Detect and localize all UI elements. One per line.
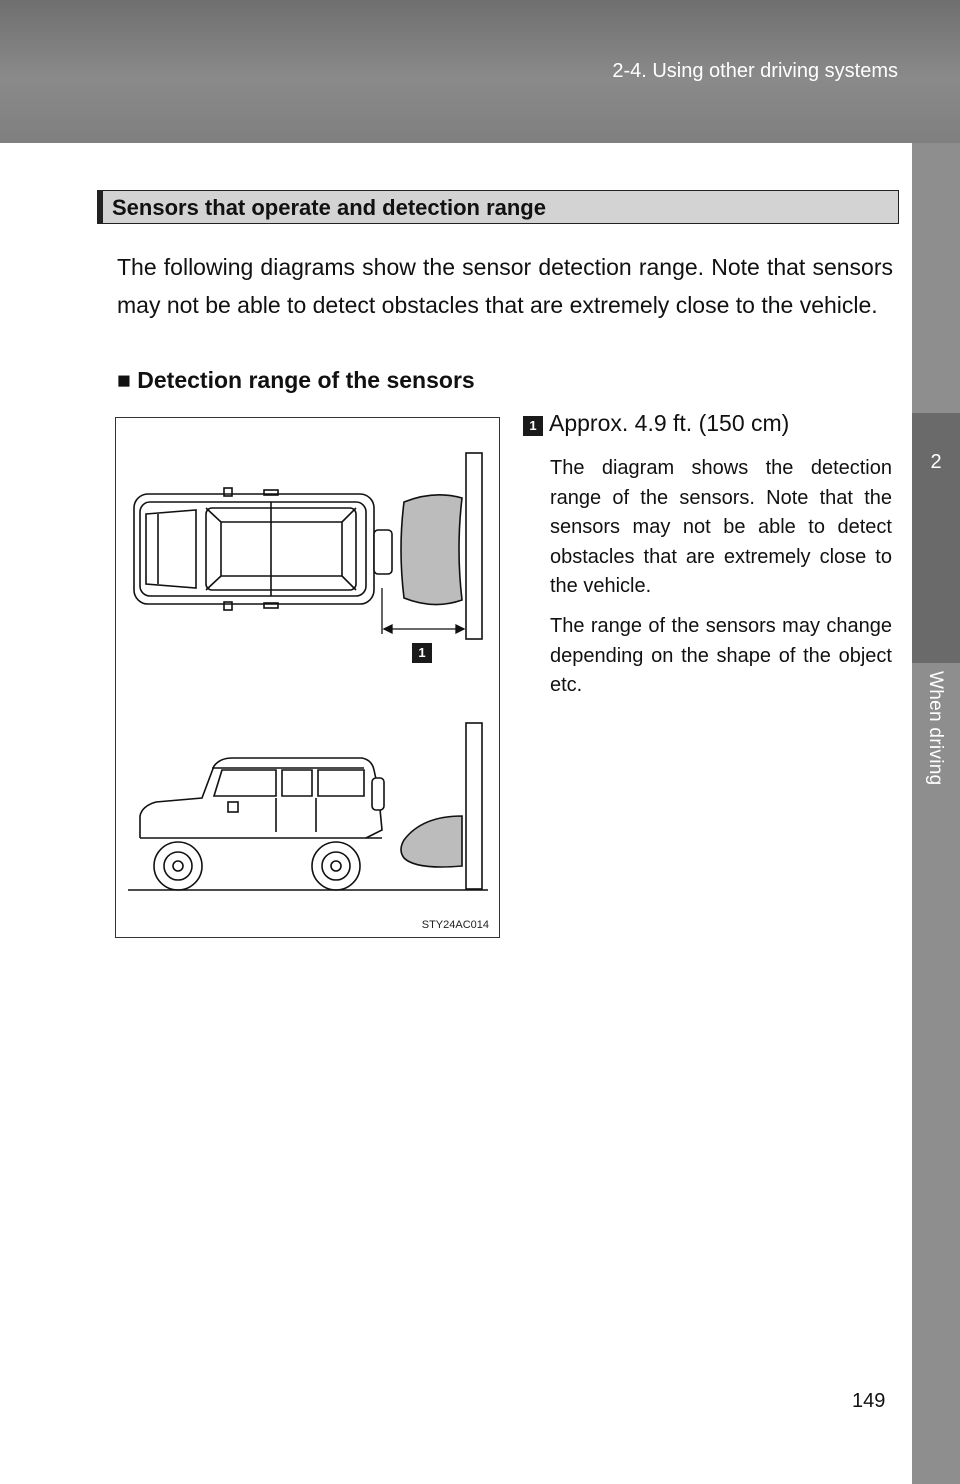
detection-range-diagram xyxy=(116,418,501,939)
figure-code: STY24AC014 xyxy=(421,919,489,931)
figure-range-marker: 1 xyxy=(412,643,432,663)
chapter-number: 2 xyxy=(930,451,942,473)
detection-range-figure xyxy=(115,417,500,938)
chapter-side-tab xyxy=(912,143,960,1484)
detection-note: The diagram shows the detection range of the sensors. Note that the sensors may not be able to detect obstacles that are extremely close to the vehicle. xyxy=(550,457,892,597)
header-band xyxy=(0,0,960,143)
section-heading-box xyxy=(97,190,899,224)
wall-side-view xyxy=(466,723,482,889)
vehicle-top-view-illustration xyxy=(134,488,392,610)
wall-top-view xyxy=(466,453,482,639)
section-reference: 2-4. Using other driving systems xyxy=(612,60,898,82)
intro-paragraph: The following diagrams show the sensor detection range. Note that sensors may not be able to detect obstacles that are extremely close to the vehicle. xyxy=(117,254,893,318)
heading-accent-bar xyxy=(98,191,103,223)
callout-marker: 1 xyxy=(523,416,543,436)
vehicle-side-view-illustration xyxy=(140,758,384,838)
subheading: ■ Detection range of the sensors xyxy=(117,367,475,393)
callout-text: Approx. 4.9 ft. (150 cm) xyxy=(549,410,790,436)
chapter-title: When driving xyxy=(925,671,946,786)
page-number: 149 xyxy=(852,1390,886,1412)
section-heading: Sensors that operate and detection range xyxy=(112,195,546,220)
range-change-note: The range of the sensors may change depending on the shape of the object etc. xyxy=(550,615,892,696)
detection-zone-side xyxy=(401,816,462,867)
vehicle-wheels xyxy=(154,842,360,890)
detection-zone-top xyxy=(401,495,462,605)
